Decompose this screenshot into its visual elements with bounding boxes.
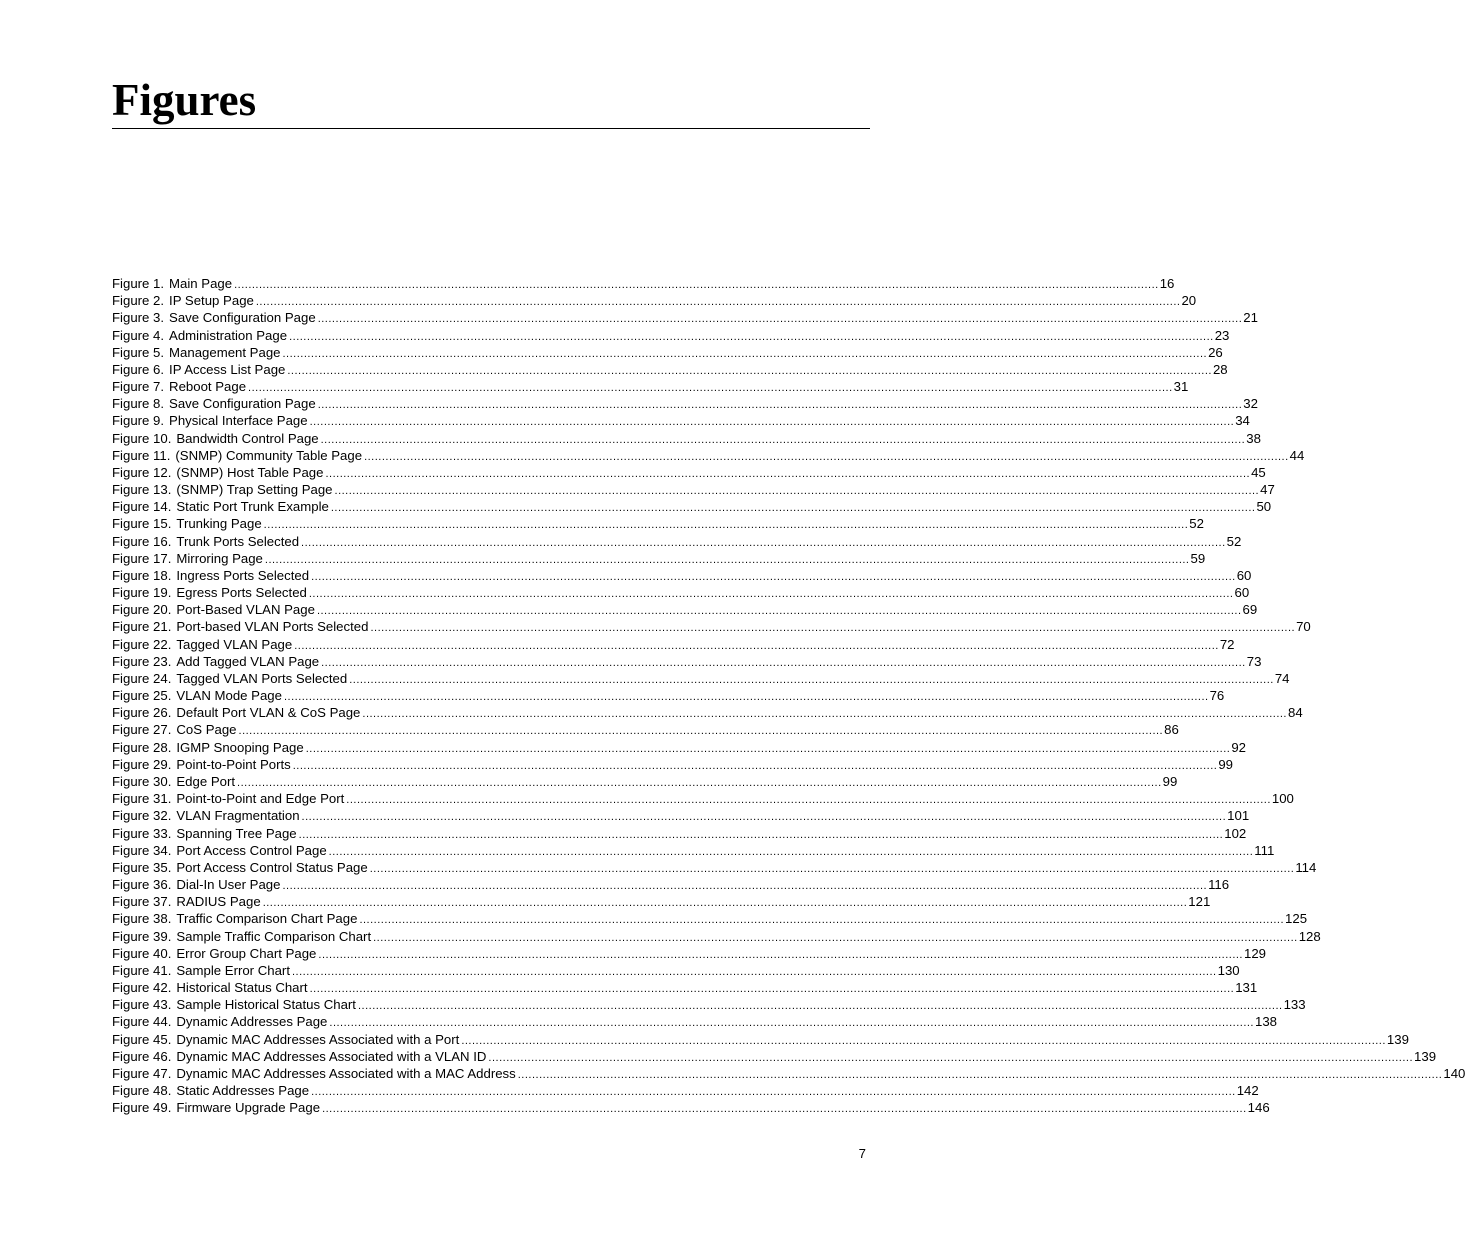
figure-page-number: 52 <box>1189 516 1204 532</box>
figure-label: Figure 43. <box>112 997 172 1013</box>
figure-page-number: 86 <box>1164 722 1179 738</box>
figure-entry[interactable] <box>112 945 1267 962</box>
figure-entry[interactable] <box>112 687 1225 704</box>
figure-entry[interactable] <box>112 979 1258 996</box>
figure-title: Sample Error Chart <box>176 962 290 978</box>
figure-title: Dynamic Addresses Page <box>176 1014 328 1030</box>
figure-title: Historical Status Chart <box>176 980 308 996</box>
figure-entry[interactable] <box>112 309 1258 326</box>
figure-page-number: 125 <box>1285 911 1308 927</box>
figure-page-number: 45 <box>1251 464 1266 480</box>
figure-page-number: 92 <box>1231 739 1246 755</box>
figure-entry[interactable] <box>112 344 1223 361</box>
figure-entry[interactable] <box>112 498 1272 515</box>
figure-entry[interactable] <box>112 412 1250 429</box>
dot-leader: .................................................................................................................................................................................................................................................................... <box>311 1086 1236 1099</box>
dot-leader: .................................................................................................................................................................................................................................................................... <box>317 399 1243 412</box>
figure-label: Figure 39. <box>112 928 172 944</box>
figure-label: Figure 2. <box>112 293 165 309</box>
figure-title: Port-based VLAN Ports Selected <box>176 619 369 635</box>
dot-leader: .................................................................................................................................................................................................................................................................... <box>301 536 1226 549</box>
page-number: 7 <box>858 1146 866 1161</box>
figure-entry[interactable] <box>112 1099 1270 1116</box>
figure-title: Tagged VLAN Ports Selected <box>176 670 348 686</box>
dot-leader: .................................................................................................................................................................................................................................................................... <box>309 416 1235 429</box>
figure-label: Figure 8. <box>112 396 165 412</box>
figure-entry[interactable] <box>112 704 1303 721</box>
figure-page-number: 140 <box>1443 1065 1465 1081</box>
figure-page-number: 31 <box>1173 379 1189 395</box>
figure-page-number: 34 <box>1235 413 1250 429</box>
figure-label: Figure 21. <box>112 619 172 635</box>
dot-leader: .................................................................................................................................................................................................................................................................... <box>364 450 1289 463</box>
figure-label: Figure 10. <box>112 430 172 446</box>
figure-page-number: 74 <box>1274 670 1290 686</box>
figure-label: Figure 15. <box>112 516 172 532</box>
figure-page-number: 146 <box>1247 1100 1270 1116</box>
figure-page-number: 73 <box>1246 653 1262 669</box>
figure-page-number: 84 <box>1288 705 1303 721</box>
dot-leader: .................................................................................................................................................................................................................................................................... <box>238 725 1164 738</box>
dot-leader: .................................................................................................................................................................................................................................................................... <box>517 1068 1443 1081</box>
figure-entry[interactable] <box>112 790 1294 807</box>
figure-page-number: 133 <box>1283 997 1306 1013</box>
figure-entry[interactable] <box>112 893 1211 910</box>
figure-title: Ingress Ports Selected <box>176 567 310 583</box>
figure-title: Sample Traffic Comparison Chart <box>176 928 372 944</box>
dot-leader: .................................................................................................................................................................................................................................................................... <box>329 1017 1254 1030</box>
figure-entry[interactable] <box>112 1013 1278 1030</box>
figure-entry[interactable] <box>112 515 1204 532</box>
figure-label: Figure 31. <box>112 791 172 807</box>
figure-title: Physical Interface Page <box>169 413 308 429</box>
dot-leader: .................................................................................................................................................................................................................................................................... <box>289 330 1214 343</box>
dot-leader: .................................................................................................................................................................................................................................................................... <box>359 914 1285 927</box>
figure-title: Trunk Ports Selected <box>176 533 300 549</box>
dot-leader: .................................................................................................................................................................................................................................................................... <box>309 983 1235 996</box>
dot-leader: .................................................................................................................................................................................................................................................................... <box>264 553 1190 566</box>
figure-title: Dynamic MAC Addresses Associated with a MAC Address <box>176 1065 516 1081</box>
figure-title: Management Page <box>169 344 281 360</box>
figure-title: Point-to-Point and Edge Port <box>176 791 345 807</box>
figure-label: Figure 28. <box>112 739 172 755</box>
figure-label: Figure 24. <box>112 670 172 686</box>
figure-page-number: 52 <box>1226 533 1242 549</box>
dot-leader: .................................................................................................................................................................................................................................................................... <box>294 639 1219 652</box>
figure-label: Figure 26. <box>112 705 172 721</box>
figure-label: Figure 9. <box>112 413 165 429</box>
figure-entry[interactable] <box>112 464 1266 481</box>
dot-leader: .................................................................................................................................................................................................................................................................... <box>298 828 1224 841</box>
figure-entry[interactable] <box>112 825 1247 842</box>
figure-label: Figure 4. <box>112 327 165 343</box>
figure-entry[interactable] <box>112 876 1230 893</box>
figure-label: Figure 18. <box>112 567 172 583</box>
figure-page-number: 131 <box>1235 980 1258 996</box>
dot-leader: .................................................................................................................................................................................................................................................................... <box>321 656 1246 669</box>
dot-leader: .................................................................................................................................................................................................................................................................... <box>488 1051 1414 1064</box>
dot-leader: .................................................................................................................................................................................................................................................................... <box>334 485 1260 498</box>
figure-label: Figure 1. <box>112 276 165 291</box>
dot-leader: .................................................................................................................................................................................................................................................................... <box>237 776 1162 789</box>
dot-leader: .................................................................................................................................................................................................................................................................... <box>322 1103 1247 1116</box>
figure-entry[interactable] <box>112 447 1305 464</box>
dot-leader: .................................................................................................................................................................................................................................................................... <box>311 570 1236 583</box>
figure-page-number: 20 <box>1181 293 1197 309</box>
dot-leader: .................................................................................................................................................................................................................................................................... <box>292 965 1217 978</box>
figure-page-number: 69 <box>1242 602 1258 618</box>
figure-page-number: 60 <box>1234 585 1250 601</box>
figure-page-number: 138 <box>1255 1014 1278 1030</box>
figure-label: Figure 41. <box>112 962 172 978</box>
figure-title: Firmware Upgrade Page <box>176 1100 321 1116</box>
figure-title: Trunking Page <box>176 516 262 532</box>
figure-page-number: 70 <box>1296 619 1311 635</box>
figure-entry[interactable] <box>112 1031 1409 1048</box>
figure-label: Figure 19. <box>112 585 172 601</box>
figure-entry[interactable] <box>112 618 1311 635</box>
figure-entry[interactable] <box>112 653 1262 670</box>
figure-label: Figure 34. <box>112 842 172 858</box>
figure-page-number: 47 <box>1260 482 1275 498</box>
figure-entry[interactable] <box>112 756 1234 773</box>
figure-title: Egress Ports Selected <box>176 585 307 601</box>
figure-entry[interactable] <box>112 859 1317 876</box>
figure-label: Figure 45. <box>112 1031 172 1047</box>
figure-entry[interactable] <box>112 395 1258 412</box>
figure-label: Figure 46. <box>112 1048 172 1064</box>
figure-title: VLAN Fragmentation <box>176 808 300 824</box>
figure-label: Figure 42. <box>112 980 172 996</box>
figure-title: Default Port VLAN & CoS Page <box>176 705 361 721</box>
figure-label: Figure 7. <box>112 379 165 395</box>
figure-page-number: 139 <box>1386 1031 1409 1047</box>
figure-entry[interactable] <box>112 773 1178 790</box>
figure-title: Dynamic MAC Addresses Associated with a VLAN ID <box>176 1048 487 1064</box>
figure-page-number: 16 <box>1159 276 1175 291</box>
figure-label: Figure 6. <box>112 361 165 377</box>
dot-leader: .................................................................................................................................................................................................................................................................... <box>320 433 1246 446</box>
figure-title: Bandwidth Control Page <box>176 430 319 446</box>
figure-entry[interactable] <box>112 275 1175 292</box>
dot-leader: .................................................................................................................................................................................................................................................................... <box>263 519 1189 532</box>
figure-title: Main Page <box>169 276 233 291</box>
figure-entry[interactable] <box>112 567 1252 584</box>
figure-title: Point-to-Point Ports <box>176 756 291 772</box>
figure-entry[interactable] <box>112 1048 1437 1065</box>
figure-entry[interactable] <box>112 807 1250 824</box>
figure-entry[interactable] <box>112 601 1258 618</box>
figure-entry[interactable] <box>112 533 1242 550</box>
figure-title: VLAN Mode Page <box>176 688 282 704</box>
figure-page-number: 116 <box>1208 877 1230 893</box>
figure-entry[interactable] <box>112 378 1189 395</box>
figure-label: Figure 35. <box>112 859 172 875</box>
figure-title: Static Port Trunk Example <box>176 499 329 515</box>
dot-leader: .................................................................................................................................................................................................................................................................... <box>349 673 1274 686</box>
dot-leader: .................................................................................................................................................................................................................................................................... <box>346 794 1271 807</box>
figure-page-number: 142 <box>1236 1083 1259 1099</box>
figure-page-number: 32 <box>1243 396 1258 412</box>
figure-label: Figure 20. <box>112 602 172 618</box>
figure-entry[interactable] <box>112 842 1275 859</box>
figure-title: Edge Port <box>176 773 236 789</box>
figure-entry[interactable] <box>112 739 1246 756</box>
figure-title: Save Configuration Page <box>169 310 316 326</box>
figure-title: Add Tagged VLAN Page <box>176 653 320 669</box>
figure-entry[interactable] <box>112 928 1321 945</box>
figure-entry[interactable] <box>112 962 1240 979</box>
dot-leader: .................................................................................................................................................................................................................................................................... <box>357 1000 1283 1013</box>
figure-page-number: 101 <box>1227 808 1250 824</box>
figure-title: IGMP Snooping Page <box>176 739 304 755</box>
figure-title: (SNMP) Community Table Page <box>175 447 363 463</box>
dot-leader: .................................................................................................................................................................................................................................................................... <box>369 862 1295 875</box>
figure-entry[interactable] <box>112 292 1197 309</box>
figure-entry[interactable] <box>112 1082 1259 1099</box>
figure-title: CoS Page <box>176 722 237 738</box>
figure-title: Dial-In User Page <box>176 877 281 893</box>
figure-title: Traffic Comparison Chart Page <box>176 911 358 927</box>
figure-title: Spanning Tree Page <box>176 825 297 841</box>
dot-leader: .................................................................................................................................................................................................................................................................... <box>255 296 1181 309</box>
figure-label: Figure 36. <box>112 877 172 893</box>
dot-leader: .................................................................................................................................................................................................................................................................... <box>262 897 1188 910</box>
figure-title: Error Group Chart Page <box>176 945 317 961</box>
figure-page-number: 121 <box>1188 894 1211 910</box>
figure-page-number: 50 <box>1256 499 1272 515</box>
figure-label: Figure 16. <box>112 533 172 549</box>
figure-label: Figure 22. <box>112 636 172 652</box>
figure-label: Figure 30. <box>112 773 172 789</box>
figure-page-number: 38 <box>1246 430 1261 446</box>
figure-label: Figure 11. <box>112 447 171 463</box>
figure-page-number: 26 <box>1208 344 1223 360</box>
figure-title: Tagged VLAN Page <box>176 636 293 652</box>
dot-leader: .................................................................................................................................................................................................................................................................... <box>234 279 1159 291</box>
dot-leader: .................................................................................................................................................................................................................................................................... <box>282 880 1208 893</box>
dot-leader: .................................................................................................................................................................................................................................................................... <box>330 502 1256 515</box>
figure-title: Port Access Control Page <box>176 842 327 858</box>
dot-leader: .................................................................................................................................................................................................................................................................... <box>373 931 1298 944</box>
figure-entry[interactable] <box>112 584 1250 601</box>
figure-label: Figure 17. <box>112 550 172 566</box>
figure-entry[interactable] <box>112 636 1235 653</box>
dot-leader: .................................................................................................................................................................................................................................................................... <box>325 467 1251 480</box>
figure-page-number: 139 <box>1414 1048 1437 1064</box>
figure-page-number: 128 <box>1298 928 1321 944</box>
figure-label: Figure 25. <box>112 688 172 704</box>
figure-title: Port-Based VLAN Page <box>176 602 315 618</box>
figure-page-number: 99 <box>1162 773 1178 789</box>
list-of-figures <box>112 275 1465 1116</box>
figure-page-number: 114 <box>1295 859 1317 875</box>
figure-entry[interactable] <box>112 721 1179 738</box>
dot-leader: .................................................................................................................................................................................................................................................................... <box>317 313 1243 326</box>
figure-page-number: 28 <box>1212 361 1228 377</box>
dot-leader: .................................................................................................................................................................................................................................................................... <box>248 382 1173 395</box>
figure-page-number: 130 <box>1217 962 1240 978</box>
figure-page-number: 111 <box>1254 842 1275 858</box>
figure-entry[interactable] <box>112 996 1306 1013</box>
figure-label: Figure 37. <box>112 894 172 910</box>
figure-page-number: 72 <box>1219 636 1235 652</box>
figure-page-number: 60 <box>1236 567 1252 583</box>
figure-title: IP Setup Page <box>169 293 254 309</box>
figure-label: Figure 32. <box>112 808 172 824</box>
figure-label: Figure 40. <box>112 945 172 961</box>
figure-label: Figure 33. <box>112 825 172 841</box>
figure-entry[interactable] <box>112 1065 1465 1082</box>
dot-leader: .................................................................................................................................................................................................................................................................... <box>370 622 1296 635</box>
dot-leader: .................................................................................................................................................................................................................................................................... <box>292 759 1218 772</box>
dot-leader: .................................................................................................................................................................................................................................................................... <box>301 811 1227 824</box>
dot-leader: .................................................................................................................................................................................................................................................................... <box>283 691 1209 704</box>
figure-page-number: 102 <box>1224 825 1247 841</box>
figure-label: Figure 29. <box>112 756 172 772</box>
figure-label: Figure 38. <box>112 911 172 927</box>
figure-label: Figure 12. <box>112 464 172 480</box>
figure-entry[interactable] <box>112 550 1206 567</box>
figure-entry[interactable] <box>112 670 1290 687</box>
figure-entry[interactable] <box>112 361 1228 378</box>
dot-leader: .................................................................................................................................................................................................................................................................... <box>305 742 1231 755</box>
figure-title: Save Configuration Page <box>169 396 316 412</box>
figure-title: IP Access List Page <box>169 361 286 377</box>
figure-title: Dynamic MAC Addresses Associated with a Port <box>176 1031 460 1047</box>
figure-title: Reboot Page <box>169 379 247 395</box>
figure-title: Port Access Control Status Page <box>176 859 368 875</box>
page-title: Figures <box>112 75 257 125</box>
figure-page-number: 23 <box>1214 327 1230 343</box>
figure-title: RADIUS Page <box>176 894 261 910</box>
figure-label: Figure 5. <box>112 344 165 360</box>
figure-label: Figure 27. <box>112 722 172 738</box>
dot-leader: .................................................................................................................................................................................................................................................................... <box>316 605 1242 618</box>
figure-label: Figure 3. <box>112 310 165 326</box>
dot-leader: .................................................................................................................................................................................................................................................................... <box>461 1034 1386 1047</box>
figure-page-number: 59 <box>1190 550 1206 566</box>
figure-title: Static Addresses Page <box>176 1083 310 1099</box>
figure-label: Figure 49. <box>112 1100 172 1116</box>
dot-leader: .................................................................................................................................................................................................................................................................... <box>282 347 1208 360</box>
figure-label: Figure 47. <box>112 1065 172 1081</box>
figure-title: (SNMP) Host Table Page <box>176 464 324 480</box>
figure-label: Figure 14. <box>112 499 172 515</box>
figure-page-number: 76 <box>1209 688 1225 704</box>
figure-label: Figure 13. <box>112 482 172 498</box>
figure-entry[interactable] <box>112 430 1261 447</box>
title-divider <box>112 128 870 129</box>
figure-entry[interactable] <box>112 481 1275 498</box>
figure-page-number: 44 <box>1289 447 1305 463</box>
dot-leader: .................................................................................................................................................................................................................................................................... <box>287 364 1212 377</box>
dot-leader: .................................................................................................................................................................................................................................................................... <box>308 588 1234 601</box>
figure-page-number: 100 <box>1271 791 1294 807</box>
figure-entry[interactable] <box>112 910 1308 927</box>
figure-label: Figure 48. <box>112 1083 172 1099</box>
figure-page-number: 99 <box>1218 756 1234 772</box>
figure-title: (SNMP) Trap Setting Page <box>176 482 333 498</box>
figure-label: Figure 23. <box>112 653 172 669</box>
figure-label: Figure 44. <box>112 1014 172 1030</box>
dot-leader: .................................................................................................................................................................................................................................................................... <box>362 708 1287 721</box>
figure-page-number: 129 <box>1244 945 1267 961</box>
dot-leader: .................................................................................................................................................................................................................................................................... <box>328 845 1254 858</box>
figure-title: Sample Historical Status Chart <box>176 997 356 1013</box>
figure-title: Administration Page <box>169 327 288 343</box>
dot-leader: .................................................................................................................................................................................................................................................................... <box>318 948 1243 961</box>
figure-title: Mirroring Page <box>176 550 263 566</box>
figure-entry[interactable] <box>112 327 1230 344</box>
figure-page-number: 21 <box>1243 310 1258 326</box>
